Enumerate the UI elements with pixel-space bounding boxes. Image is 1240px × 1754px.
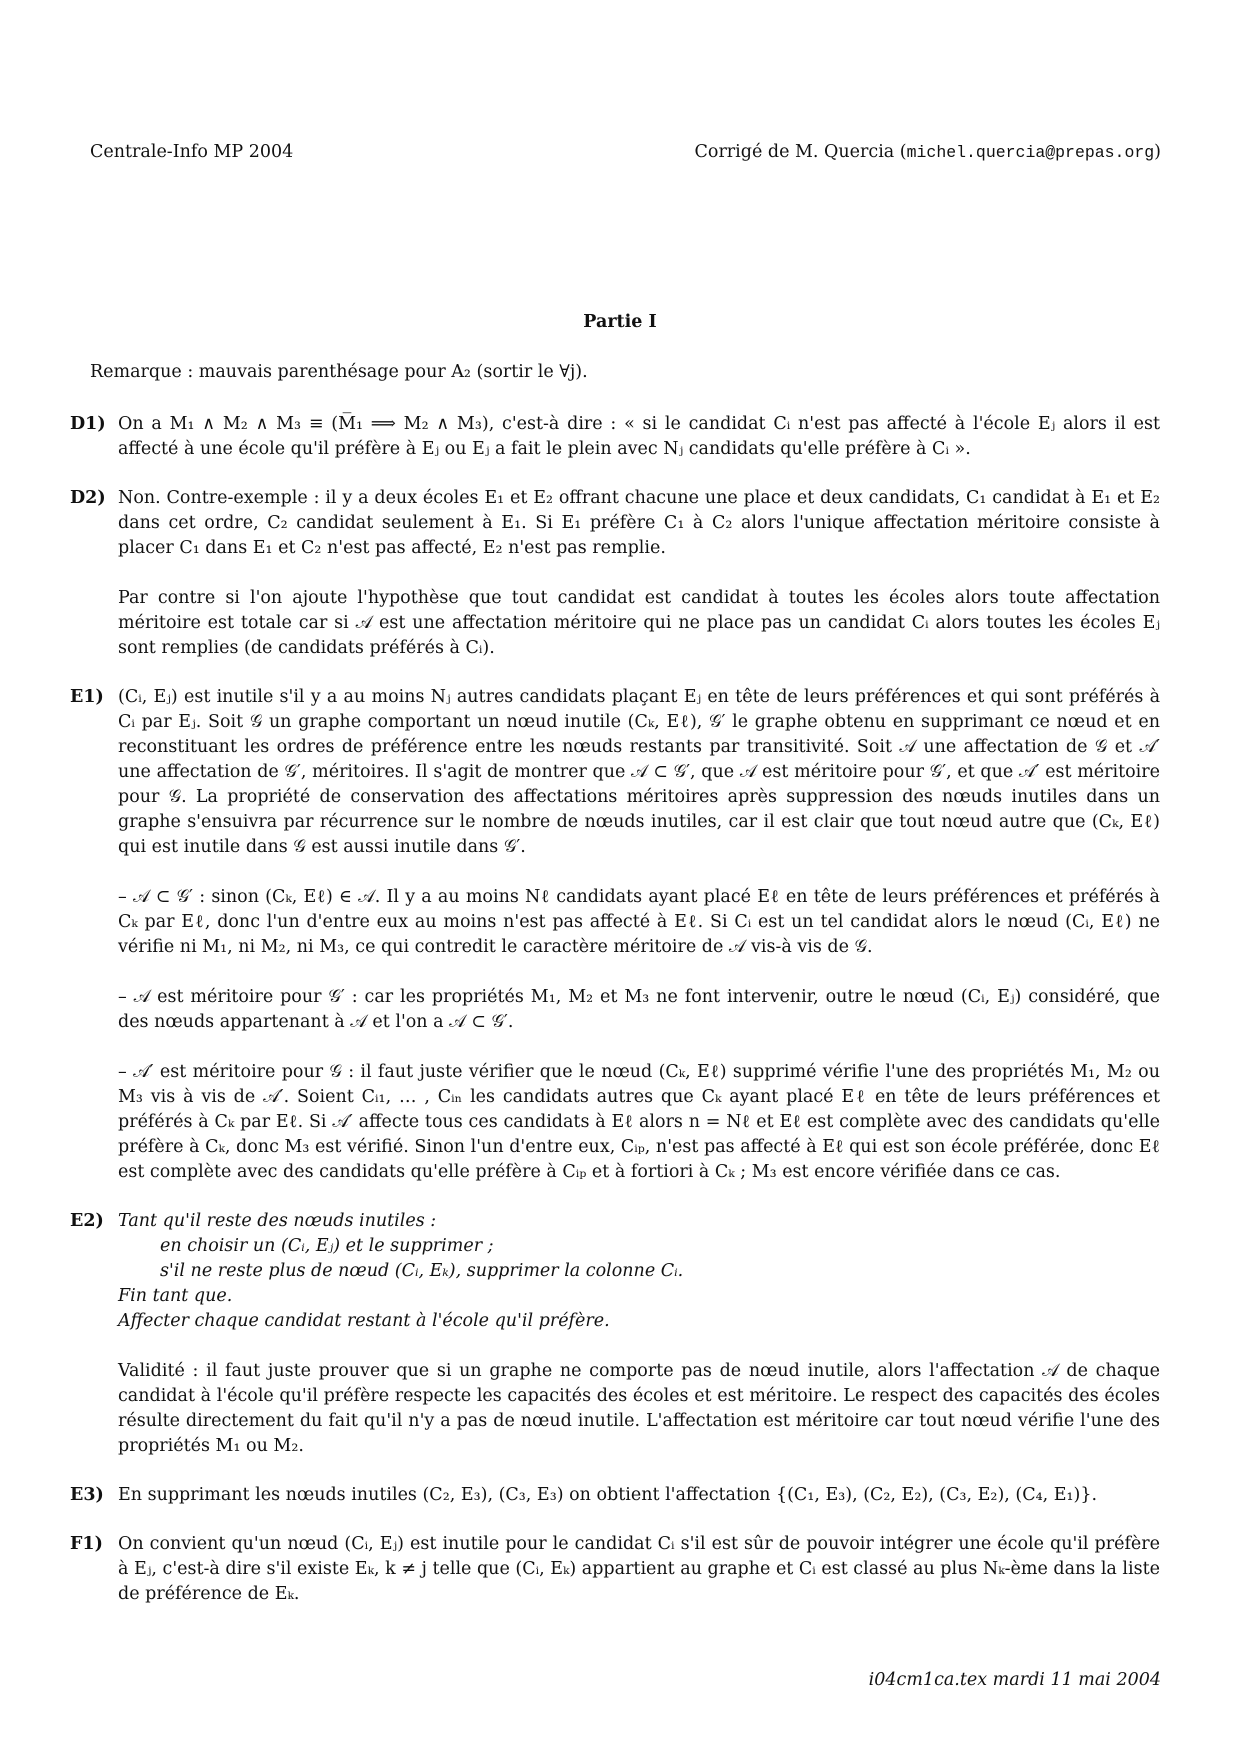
paragraph: Par contre si l'on ajoute l'hypothèse que tout candidat est candidat à toutes les écoles alors toute affectation méritoire est totale car si 𝒜 est une affectation méritoire qui ne place pas un candidat Cᵢ alors toutes les écoles Eⱼ sont remplies (de candidats préférés à Cᵢ). bbox=[118, 588, 1160, 658]
question-e2 bbox=[70, 1209, 1160, 1459]
paragraph: – 𝒜′ est méritoire pour 𝒢 : il faut juste vérifier que le nœud (Cₖ, Eℓ) supprimé vérifie l'une des propriétés M₁, M₂ ou M₃ vis à vis de 𝒜′. Soient Cᵢ₁, … , Cᵢₙ les candidats autres que Cₖ ayant placé Eℓ en tête de leurs préférences et préférés à Cₖ par Eℓ. Si 𝒜′ affecte tous ces candidats à Eℓ alors n = Nℓ et Eℓ est complète avec des candidats qu'elle préfère à Cₖ, donc M₃ est vérifié. Sinon l'un d'entre eux, Cᵢₚ, n'est pas affecté à Eℓ qui est son école préférée, donc Eℓ est complète avec des candidats qu'elle préfère à Cᵢₚ et à fortiori à Cₖ ; M₃ est encore vérifiée dans ce cas. bbox=[118, 1062, 1160, 1182]
question-label: D2) bbox=[70, 488, 106, 508]
question-label: F1) bbox=[70, 1534, 103, 1554]
algorithm bbox=[118, 1209, 1160, 1334]
remark: Remarque : mauvais parenthésage pour A₂ (sortir le ∀j). bbox=[90, 362, 588, 382]
algorithm-line: en choisir un (Cᵢ, Eⱼ) et le supprimer ; bbox=[160, 1236, 494, 1256]
header-author: Corrigé de M. Quercia ( bbox=[694, 142, 907, 162]
question-e1 bbox=[70, 685, 1160, 1185]
question-f1 bbox=[70, 1532, 1160, 1607]
algorithm-line: Fin tant que. bbox=[118, 1286, 233, 1306]
paragraph: – 𝒜 est méritoire pour 𝒢′ : car les propriétés M₁, M₂ et M₃ ne font intervenir, outre le nœud (Cᵢ, Eⱼ) considéré, que des nœuds appartenant à 𝒜 et l'on a 𝒜 ⊂ 𝒢′. bbox=[118, 987, 1160, 1032]
paragraph: (Cᵢ, Eⱼ) est inutile s'il y a au moins Nⱼ autres candidats plaçant Eⱼ en tête de leurs préférences et qui sont préférés à Cᵢ par Eⱼ. Soit 𝒢 un graphe comportant un nœud inutile (Cₖ, Eℓ), 𝒢′ le graphe obtenu en supprimant ce nœud et en reconstituant les ordres de préférence entre les nœuds restants par transitivité. Soit 𝒜 une affectation de 𝒢 et 𝒜′ une affectation de 𝒢′, méritoires. Il s'agit de montrer que 𝒜 ⊂ 𝒢′, que 𝒜 est méritoire pour 𝒢′, et que 𝒜′ est méritoire pour 𝒢. La propriété de conservation des affectations méritoires après suppression des nœuds inutiles dans un graphe s'ensuivra par récurrence sur le nombre de nœuds inutiles, car il est clair que tout nœud autre que (Cₖ, Eℓ) qui est inutile dans 𝒢 est aussi inutile dans 𝒢′. bbox=[118, 687, 1160, 857]
algorithm-line: Tant qu'il reste des nœuds inutiles : bbox=[118, 1211, 437, 1231]
question-body bbox=[118, 685, 1160, 1185]
question-body bbox=[118, 1483, 1160, 1508]
question-label: E2) bbox=[70, 1211, 104, 1231]
question-body bbox=[118, 1532, 1160, 1607]
header-right bbox=[695, 140, 1161, 165]
header-close: ) bbox=[1154, 142, 1161, 162]
paragraph: On convient qu'un nœud (Cᵢ, Eⱼ) est inutile pour le candidat Cᵢ s'il est sûr de pouvoir intégrer une école qu'il préfère à Eⱼ, c'est-à dire s'il existe Eₖ, k ≠ j telle que (Cᵢ, Eₖ) appartient au graphe et Cᵢ est classé au plus Nₖ-ème dans la liste de préférence de Eₖ. bbox=[118, 1534, 1160, 1604]
algorithm-line: s'il ne reste plus de nœud (Cᵢ, Eₖ), supprimer la colonne Cᵢ. bbox=[160, 1261, 684, 1281]
paragraph: En supprimant les nœuds inutiles (C₂, E₃), (C₃, E₃) on obtient l'affectation {(C₁, E₃), (C₂, E₂), (C₃, E₂), (C₄, E₁)}. bbox=[118, 1485, 1098, 1505]
question-body bbox=[118, 412, 1160, 462]
question-body bbox=[118, 486, 1160, 661]
question-d1 bbox=[70, 412, 1160, 462]
question-d2 bbox=[70, 486, 1160, 661]
paragraph: – 𝒜 ⊂ 𝒢′ : sinon (Cₖ, Eℓ) ∈ 𝒜. Il y a au moins Nℓ candidats ayant placé Eℓ en tête de leurs préférences et préférés à Cₖ par Eℓ, donc l'un d'entre eux au moins n'est pas affecté à Eℓ. Si Cᵢ est un tel candidat alors le nœud (Cᵢ, Eℓ) ne vérifie ni M₁, ni M₂, ni M₃, ce qui contredit le caractère méritoire de 𝒜 vis-à vis de 𝒢. bbox=[118, 887, 1160, 957]
paragraph: On a M₁ ∧ M₂ ∧ M₃ ≡ (M̅₁ ⟹ M₂ ∧ M₃), c'est-à dire : « si le candidat Cᵢ n'est pas affecté à l'école Eⱼ alors il est affecté à une école qu'il préfère à Eⱼ ou Eⱼ a fait le plein avec Nⱼ candidats qu'elle préfère à Cᵢ ». bbox=[118, 414, 1160, 459]
question-e3 bbox=[70, 1483, 1160, 1508]
question-label: E3) bbox=[70, 1485, 104, 1505]
algorithm-line: Affecter chaque candidat restant à l'école qu'il préfère. bbox=[118, 1311, 610, 1331]
header-email: michel.quercia@prepas.org bbox=[906, 143, 1155, 162]
question-body bbox=[118, 1209, 1160, 1459]
page-footer: i04cm1ca.tex mardi 11 mai 2004 bbox=[868, 1670, 1161, 1690]
paragraph: Validité : il faut juste prouver que si un graphe ne comporte pas de nœud inutile, alors l'affectation 𝒜 de chaque candidat à l'école qu'il préfère respecte les capacités des écoles et est méritoire. Le respect des capacités des écoles résulte directement du fait qu'il n'y a pas de nœud inutile. L'affectation est méritoire car tout nœud vérifie l'une des propriétés M₁ ou M₂. bbox=[118, 1361, 1160, 1456]
header-left: Centrale-Info MP 2004 bbox=[90, 142, 294, 162]
question-label: D1) bbox=[70, 414, 106, 434]
section-title: Partie I bbox=[583, 312, 657, 332]
paragraph: Non. Contre-exemple : il y a deux écoles E₁ et E₂ offrant chacune une place et deux candidats, C₁ candidat à E₁ et E₂ dans cet ordre, C₂ candidat seulement à E₁. Si E₁ préfère C₁ à C₂ alors l'unique affectation méritoire consiste à placer C₁ dans E₁ et C₂ n'est pas affecté, E₂ n'est pas remplie. bbox=[118, 488, 1160, 558]
page-header bbox=[90, 140, 1161, 165]
questions-list bbox=[70, 412, 1160, 1631]
question-label: E1) bbox=[70, 687, 104, 707]
